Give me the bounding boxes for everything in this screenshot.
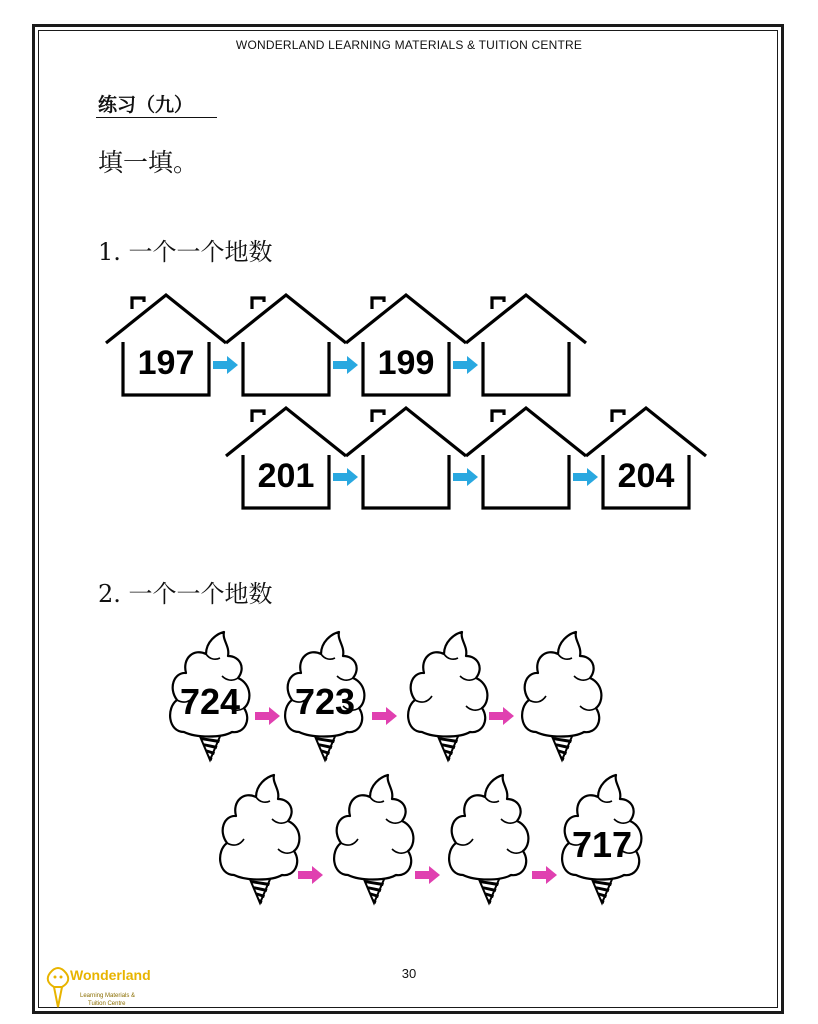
house [226, 295, 346, 395]
blue-arrow-icon [213, 356, 238, 374]
house [466, 408, 586, 508]
logo-name: Wonderland [70, 967, 151, 983]
cotton-candy-sequence [170, 632, 641, 904]
cotton-candy [334, 775, 413, 904]
cotton-candy [449, 775, 528, 904]
cotton-candy [522, 632, 601, 761]
house [346, 408, 466, 508]
candy-cone [437, 734, 459, 761]
blue-arrow-icon [573, 468, 598, 486]
house-number: 199 [377, 344, 435, 382]
question-2-label: 2. 一个一个地数 [98, 580, 273, 608]
candy-answer-blank[interactable] [459, 823, 519, 863]
house-number: 197 [137, 344, 195, 382]
house [226, 408, 346, 508]
pink-arrow-icon [255, 707, 280, 725]
candy-cone [249, 877, 271, 904]
pink-arrow-icon [298, 866, 323, 884]
pink-arrow-icon [372, 707, 397, 725]
cotton-candy [285, 632, 364, 761]
blue-arrow-icon [453, 468, 478, 486]
cotton-candy [562, 775, 641, 904]
exercise-title: 练习（九） [98, 94, 194, 116]
house-answer-blank[interactable] [249, 347, 323, 389]
cotton-candy [220, 775, 299, 904]
candy-cone [478, 877, 500, 904]
candy-answer-blank[interactable] [532, 680, 592, 720]
exercise-instruction: 填一填。 [98, 148, 199, 177]
candy-cone [314, 734, 336, 761]
question-1-label: 1. 一个一个地数 [98, 238, 273, 266]
pink-arrow-icon [415, 866, 440, 884]
pink-arrow-icon [532, 866, 557, 884]
candy-answer-blank[interactable] [344, 823, 404, 863]
house [106, 295, 226, 395]
candy-number: 717 [571, 824, 633, 865]
candy-cone [199, 734, 221, 761]
logo-subtitle-1: Learning Materials & [80, 993, 136, 999]
house-number: 201 [257, 457, 315, 495]
house [586, 408, 706, 508]
blue-arrow-icon [333, 468, 358, 486]
candy-answer-blank[interactable] [418, 680, 478, 720]
house [466, 295, 586, 395]
house-answer-blank[interactable] [489, 347, 563, 389]
candy-number: 724 [179, 681, 241, 722]
candy-cone [591, 877, 613, 904]
house-answer-blank[interactable] [369, 460, 443, 502]
wonderland-logo [40, 963, 170, 1013]
pink-arrow-icon [489, 707, 514, 725]
house-answer-blank[interactable] [489, 460, 563, 502]
blue-arrow-icon [453, 356, 478, 374]
candy-cone [551, 734, 573, 761]
page-number: 30 [401, 966, 417, 981]
logo-subtitle-2: Tuition Centre [88, 1001, 126, 1007]
house-sequence [106, 295, 706, 508]
house [346, 295, 466, 395]
blue-arrow-icon [333, 356, 358, 374]
candy-answer-blank[interactable] [230, 823, 290, 863]
candy-cone [363, 877, 385, 904]
cotton-candy [408, 632, 487, 761]
candy-number: 723 [294, 681, 356, 722]
centre-header: WONDERLAND LEARNING MATERIALS & TUITION CENTRE [235, 38, 583, 52]
house-number: 204 [617, 457, 675, 495]
cotton-candy [170, 632, 249, 761]
